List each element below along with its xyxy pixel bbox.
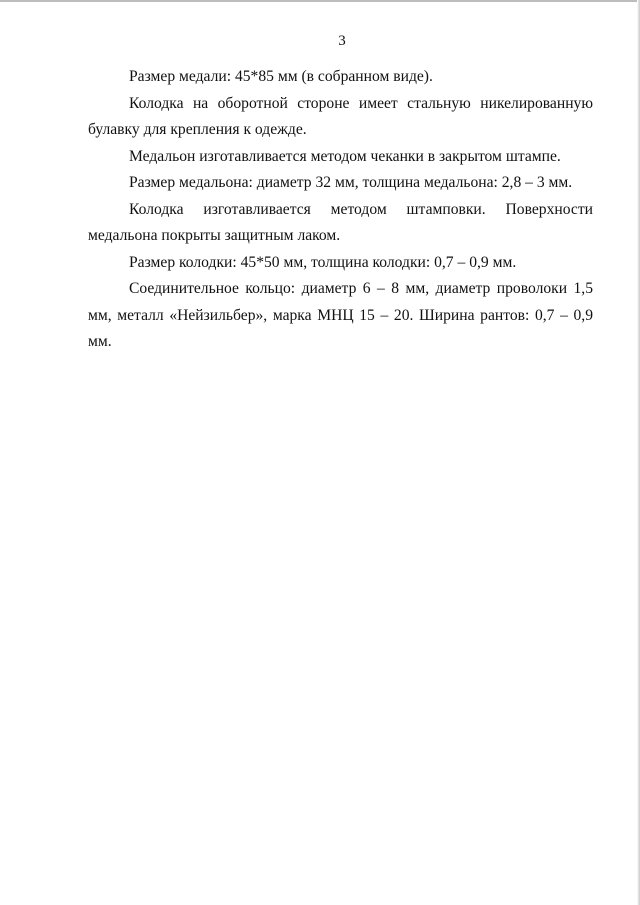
paragraph-ring: Соединительное кольцо: диаметр 6 – 8 мм, диаметр проволоки 1,5 мм, металл «Нейзильбер», марка МНЦ 15 – 20. Ширина рантов: 0,7 – 0,9 мм. bbox=[88, 280, 593, 350]
paragraph-medal-size: Размер медали: 45*85 мм (в собранном виде). bbox=[129, 68, 433, 85]
paragraph-pad-method: Колодка изготавливается методом штамповки. Поверхности медальона покрыты защитным лаком. bbox=[88, 200, 593, 244]
document-body bbox=[88, 64, 593, 356]
paragraph-pad-size: Размер колодки: 45*50 мм, толщина колодки: 0,7 – 0,9 мм. bbox=[129, 253, 517, 271]
scan-top-edge bbox=[0, 0, 640, 2]
page-number: 3 bbox=[338, 33, 346, 49]
paragraph-pad-pin: Колодка на оборотной стороне имеет стальную никелированную булавку для крепления к одежде. bbox=[88, 94, 593, 138]
paragraph-medallion-method: Медальон изготавливается методом чеканки в закрытом штампе. bbox=[129, 147, 561, 165]
paragraph-medallion-size: Размер медальона: диаметр 32 мм, толщина медальона: 2,8 – 3 мм. bbox=[129, 174, 573, 191]
